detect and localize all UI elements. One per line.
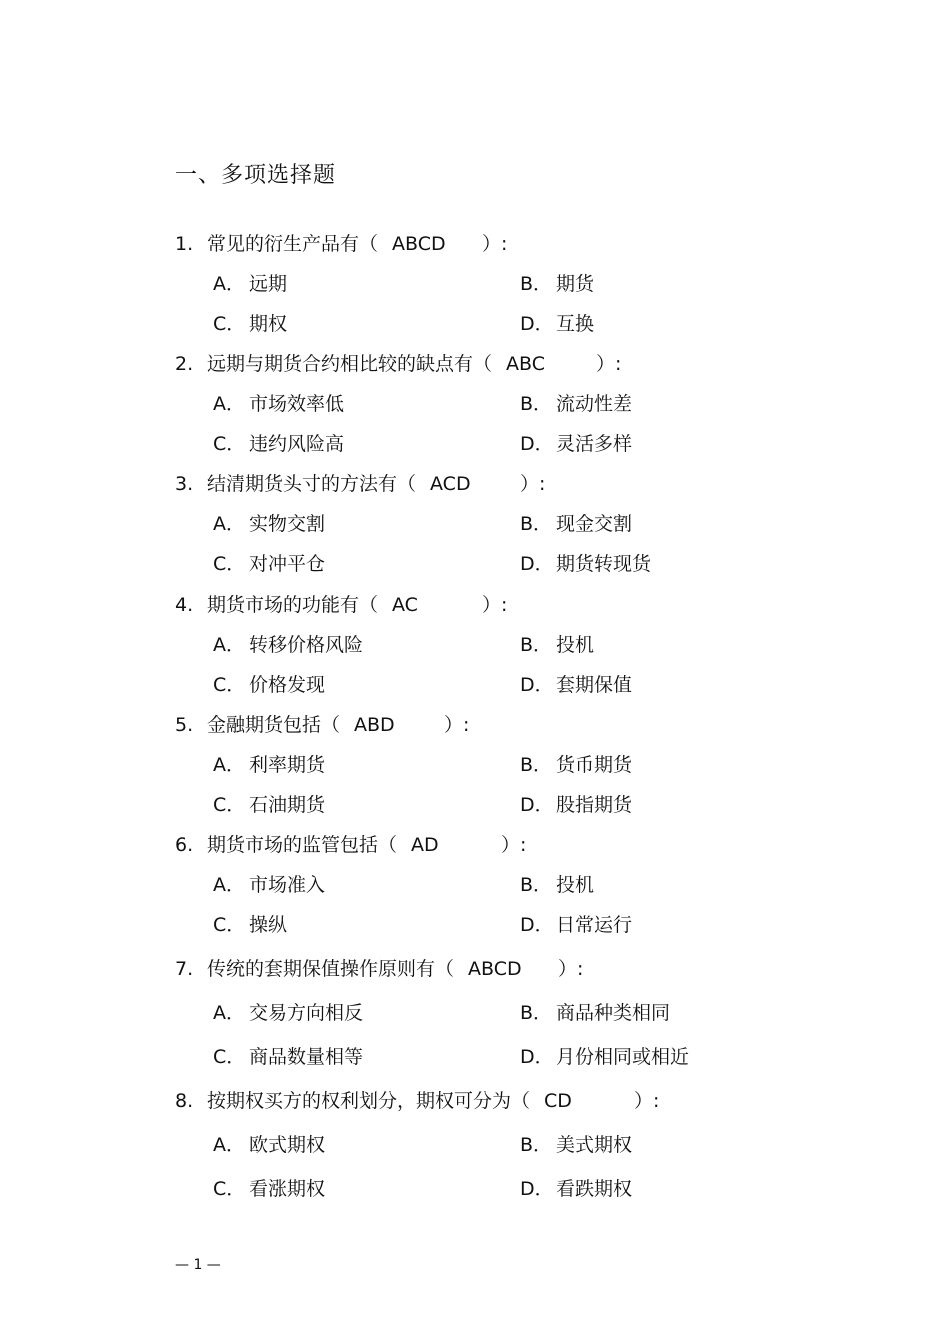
question-close: ）: [634, 1090, 660, 1112]
option-text: 价格发现 [249, 674, 326, 696]
section-title: 一、多项选择题 [175, 163, 337, 188]
question-text: 按期权买方的权利划分，期权可分为（ [207, 1090, 531, 1112]
option-text: 对冲平仓 [249, 553, 326, 575]
question-8 [175, 1086, 659, 1113]
option-d [520, 670, 632, 697]
option-text: 转移价格风险 [249, 634, 364, 656]
option-text: 灵活多样 [556, 433, 633, 455]
question-5 [175, 710, 469, 737]
option-letter: A． [213, 1134, 245, 1156]
option-c [213, 429, 344, 456]
option-text: 远期 [249, 273, 288, 295]
question-text: 结清期货头寸的方法有（ [207, 473, 417, 495]
option-text: 日常运行 [556, 914, 633, 936]
option-text: 期权 [249, 313, 288, 335]
question-text: 期货市场的监管包括（ [207, 834, 398, 856]
question-text: 远期与期货合约相比较的缺点有（ [207, 353, 493, 375]
option-letter: D． [520, 433, 554, 455]
page-number: — 1 — [175, 1257, 221, 1273]
option-text: 美式期权 [556, 1134, 633, 1156]
option-c [213, 1042, 363, 1069]
question-close: ）: [444, 714, 470, 736]
option-letter: A． [213, 634, 245, 656]
option-b [520, 750, 632, 777]
option-letter: A． [213, 1002, 245, 1024]
option-c [213, 790, 325, 817]
option-a [213, 998, 363, 1025]
option-letter: D． [520, 674, 554, 696]
question-7 [175, 954, 583, 981]
option-d [520, 910, 632, 937]
option-c [213, 309, 287, 336]
option-letter: B． [520, 754, 553, 776]
question-number: 2. [175, 353, 194, 375]
option-d [520, 1042, 689, 1069]
option-b [520, 998, 670, 1025]
option-c [213, 1174, 325, 1201]
option-text: 投机 [556, 634, 595, 656]
option-b [520, 269, 594, 296]
option-letter: D． [520, 1046, 554, 1068]
question-number: 8. [175, 1090, 194, 1112]
option-text: 市场准入 [249, 874, 326, 896]
question-close: ）: [520, 473, 546, 495]
question-answer: AC [392, 594, 418, 616]
option-a [213, 750, 325, 777]
option-letter: D． [520, 794, 554, 816]
option-c [213, 549, 325, 576]
question-answer: ACD [430, 473, 471, 495]
option-d [520, 429, 632, 456]
option-letter: D． [520, 1178, 554, 1200]
option-letter: D． [520, 914, 554, 936]
option-letter: B． [520, 393, 553, 415]
option-letter: C． [213, 914, 246, 936]
question-answer: AD [411, 834, 439, 856]
option-text: 套期保值 [556, 674, 633, 696]
option-a [213, 269, 287, 296]
option-letter: B． [520, 513, 553, 535]
option-text: 股指期货 [556, 794, 633, 816]
option-text: 投机 [556, 874, 595, 896]
question-answer: ABCD [392, 233, 446, 255]
option-letter: B． [520, 1002, 553, 1024]
option-text: 商品种类相同 [556, 1002, 671, 1024]
option-text: 看跌期权 [556, 1178, 633, 1200]
option-b [520, 870, 594, 897]
question-close: ）: [501, 834, 527, 856]
question-answer: ABD [354, 714, 395, 736]
option-letter: C． [213, 1178, 246, 1200]
question-1 [175, 229, 507, 256]
option-letter: B． [520, 874, 553, 896]
option-text: 货币期货 [556, 754, 633, 776]
option-text: 商品数量相等 [249, 1046, 364, 1068]
option-text: 欧式期权 [249, 1134, 326, 1156]
question-4 [175, 590, 507, 617]
option-text: 市场效率低 [249, 393, 345, 415]
question-number: 1. [175, 233, 194, 255]
question-answer: CD [544, 1090, 572, 1112]
question-answer: ABCD [468, 958, 522, 980]
option-letter: C． [213, 674, 246, 696]
question-text: 传统的套期保值操作原则有（ [207, 958, 455, 980]
option-letter: D． [520, 313, 554, 335]
option-d [520, 549, 651, 576]
option-text: 看涨期权 [249, 1178, 326, 1200]
question-number: 3. [175, 473, 194, 495]
option-letter: A． [213, 513, 245, 535]
option-letter: C． [213, 433, 246, 455]
question-text: 金融期货包括（ [207, 714, 341, 736]
option-letter: B． [520, 273, 553, 295]
option-letter: A． [213, 754, 245, 776]
option-letter: A． [213, 393, 245, 415]
option-b [520, 509, 632, 536]
question-number: 4. [175, 594, 194, 616]
option-text: 期货转现货 [556, 553, 652, 575]
option-text: 流动性差 [556, 393, 633, 415]
question-close: ）: [596, 353, 622, 375]
option-text: 互换 [556, 313, 595, 335]
question-number: 5. [175, 714, 194, 736]
option-a [213, 870, 325, 897]
option-letter: D． [520, 553, 554, 575]
question-text: 期货市场的功能有（ [207, 594, 379, 616]
option-a [213, 1130, 325, 1157]
question-close: ）: [482, 594, 508, 616]
option-b [520, 1130, 632, 1157]
option-c [213, 670, 325, 697]
option-text: 违约风险高 [249, 433, 345, 455]
question-6 [175, 830, 526, 857]
option-letter: B． [520, 634, 553, 656]
option-text: 利率期货 [249, 754, 326, 776]
option-letter: A． [213, 874, 245, 896]
option-b [520, 389, 632, 416]
option-letter: B． [520, 1134, 553, 1156]
question-number: 6. [175, 834, 194, 856]
option-letter: A． [213, 273, 245, 295]
option-a [213, 630, 363, 657]
option-letter: C． [213, 1046, 246, 1068]
option-text: 操纵 [249, 914, 288, 936]
option-d [520, 790, 632, 817]
option-a [213, 509, 325, 536]
question-number: 7. [175, 958, 194, 980]
option-text: 实物交割 [249, 513, 326, 535]
option-d [520, 309, 594, 336]
option-letter: C． [213, 553, 246, 575]
option-text: 期货 [556, 273, 595, 295]
question-close: ）: [558, 958, 584, 980]
option-a [213, 389, 344, 416]
question-2 [175, 349, 621, 376]
option-letter: C． [213, 794, 246, 816]
option-text: 交易方向相反 [249, 1002, 364, 1024]
question-answer: ABC [506, 353, 545, 375]
option-text: 现金交割 [556, 513, 633, 535]
option-text: 石油期货 [249, 794, 326, 816]
option-d [520, 1174, 632, 1201]
question-close: ）: [482, 233, 508, 255]
question-3 [175, 469, 545, 496]
option-b [520, 630, 594, 657]
question-text: 常见的衍生产品有（ [207, 233, 379, 255]
option-text: 月份相同或相近 [556, 1046, 690, 1068]
option-c [213, 910, 287, 937]
option-letter: C． [213, 313, 246, 335]
